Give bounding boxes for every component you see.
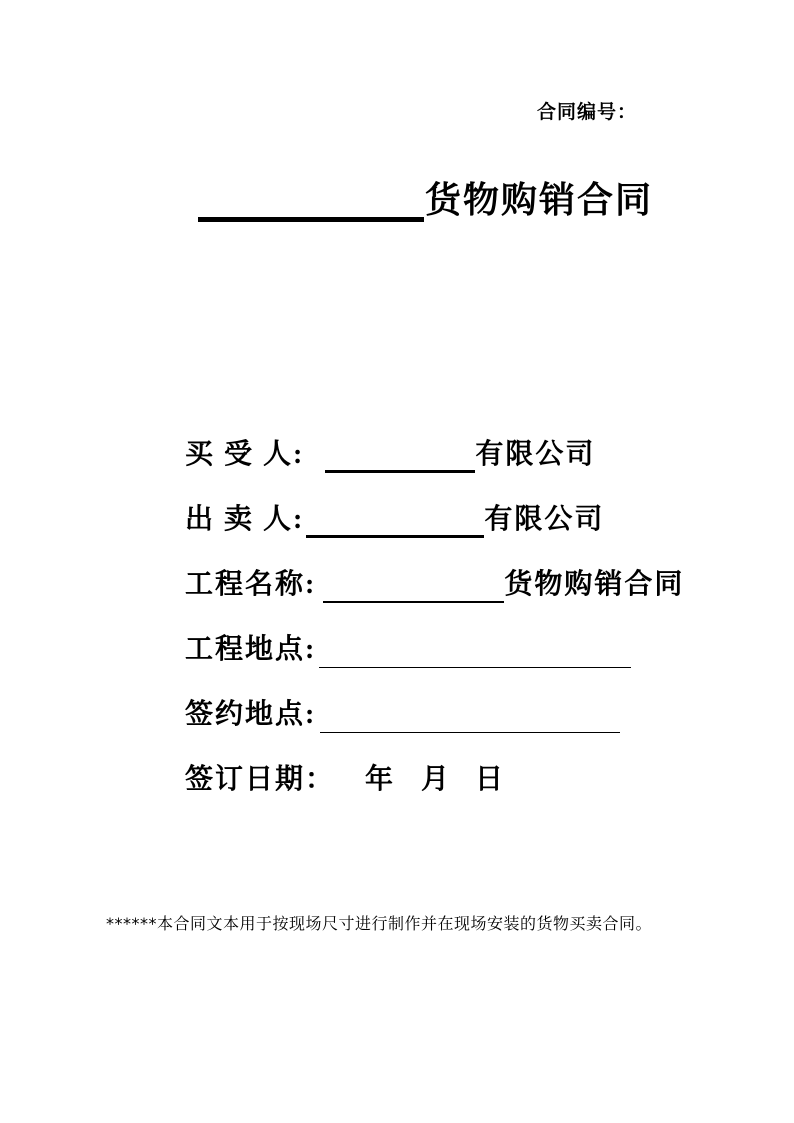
title-row: [198, 176, 653, 222]
project-name-suffix: 货物购销合同: [504, 569, 685, 600]
signing-location-label: 签约地点:: [185, 699, 317, 730]
seller-label: 出 卖 人:: [185, 504, 305, 535]
buyer-blank-line[interactable]: [325, 462, 475, 473]
project-name-label: 工程名称:: [185, 569, 317, 600]
signing-location-blank-line[interactable]: [320, 724, 620, 733]
date-year-label: 年: [365, 764, 396, 795]
seller-blank-line[interactable]: [306, 527, 484, 538]
contract-number-label: 合同编号：: [537, 101, 638, 123]
project-name-blank-line[interactable]: [323, 593, 504, 603]
contract-title: 货物购销合同: [425, 180, 654, 220]
buyer-label: 买 受 人:: [185, 439, 305, 470]
project-name-row: [185, 567, 684, 603]
date-month-label: 月: [421, 764, 452, 795]
project-location-row: [185, 632, 631, 668]
project-location-label: 工程地点:: [185, 634, 317, 665]
buyer-suffix: 有限公司: [475, 439, 596, 470]
signing-location-row: [185, 697, 620, 733]
signing-date-row: [185, 762, 505, 798]
project-location-blank-line[interactable]: [319, 659, 631, 668]
footnote-text: ******本合同文本用于按现场尺寸进行制作并在现场安装的货物买卖合同。: [106, 914, 653, 933]
buyer-row: [185, 437, 595, 473]
seller-row: [185, 502, 604, 538]
title-blank-line[interactable]: [198, 207, 424, 222]
date-day-label: 日: [475, 764, 506, 795]
signing-date-label: 签订日期：: [185, 764, 336, 795]
seller-suffix: 有限公司: [484, 504, 605, 535]
